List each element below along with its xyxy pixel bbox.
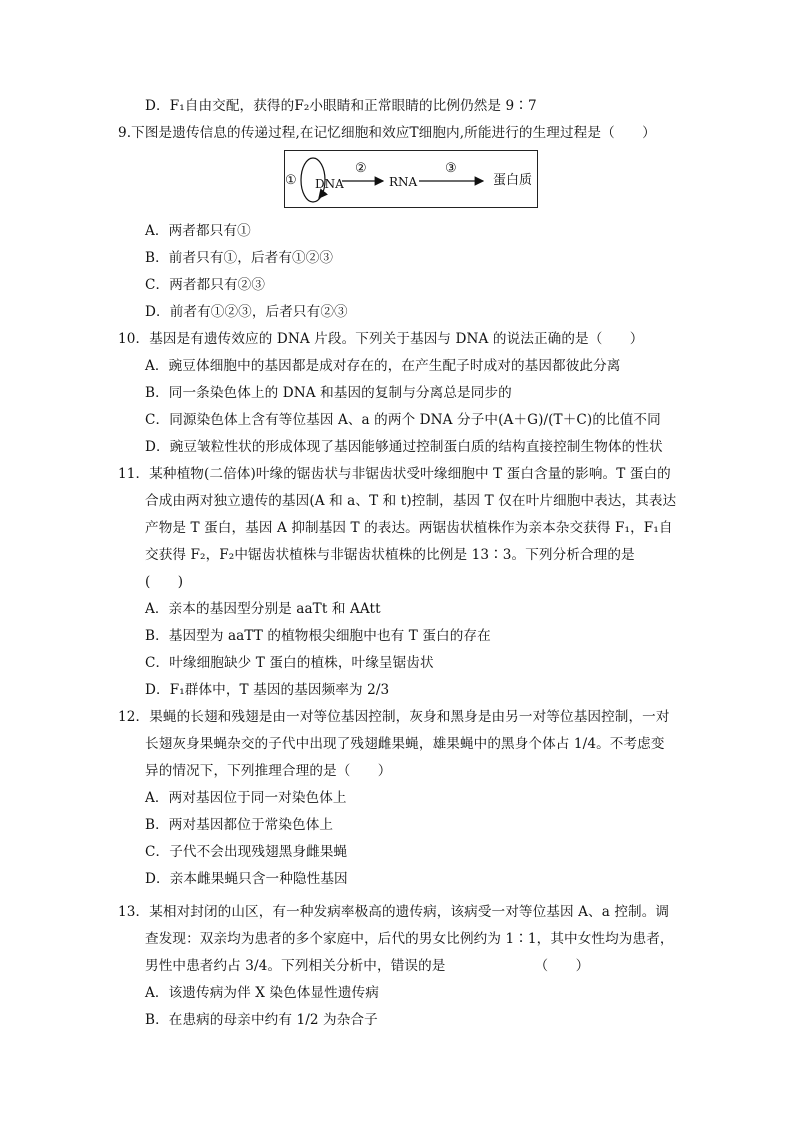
q12-option-b: B．两对基因都位于常染色体上	[145, 817, 334, 833]
q10-option-d: D．豌豆皱粒性状的形成体现了基因能够通过控制蛋白质的结构直接控制生物体的性状	[145, 439, 663, 455]
q8-option-d: D．F₁自由交配，获得的F₂小眼睛和正常眼睛的比例仍然是 9∶7	[145, 98, 537, 114]
q13-option-b: B．在患病的母亲中约有 1/2 为杂合子	[145, 1012, 378, 1028]
question-10: 10．基因是有遗传效应的 DNA 片段。下列关于基因与 DNA 的说法正确的是（ ）	[118, 331, 644, 347]
diagram-label-3: ③	[445, 161, 457, 176]
q11-option-c: C．叶缘细胞缺少 T 蛋白的植株，叶缘呈锯齿状	[145, 655, 434, 671]
question-13-line-3: 男性中患者约占 3/4。下列相关分析中，错误的是 （ ）	[145, 958, 590, 974]
question-11-line-4: 交获得 F₂，F₂中锯齿状植株与非锯齿状植株的比例是 13∶3。下列分析合理的是	[145, 547, 635, 563]
question-13-line-2: 查发现：双亲均为患者的多个家庭中，后代的男女比例约为 1∶1，其中女性均为患者，	[145, 931, 674, 947]
question-12: 12．果蝇的长翅和残翅是由一对等位基因控制，灰身和黑身是由另一对等位基因控制，一对	[118, 709, 670, 725]
q10-option-a: A．豌豆体细胞中的基因都是成对存在的，在产生配子时成对的基因都彼此分离	[145, 358, 621, 374]
question-13: 13．某相对封闭的山区，有一种发病率极高的遗传病，该病受一对等位基因 A、a 控制。调	[118, 904, 670, 920]
q11-option-a: A．亲本的基因型分别是 aaTt 和 AAtt	[145, 601, 381, 617]
question-9: 9.下图是遗传信息的传递过程,在记忆细胞和效应T细胞内,所能进行的生理过程是（ ）	[118, 125, 656, 141]
q9-option-a: A．两者都只有①	[145, 223, 251, 239]
q11-option-d: D．F₁群体中，T 基因的基因频率为 2/3	[145, 682, 390, 698]
q9-option-b: B．前者只有①，后者有①②③	[145, 250, 334, 266]
question-11-line-2: 合成由两对独立遗传的基因(A 和 a、T 和 t)控制，基因 T 仅在叶片细胞中表达，其表达	[145, 493, 677, 509]
diagram-label-1: ①	[285, 173, 297, 188]
q10-option-c: C．同源染色体上含有等位基因 A、a 的两个 DNA 分子中(A＋G)/(T＋C)的比值不同	[145, 412, 661, 428]
q9-option-d: D．前者有①②③，后者只有②③	[145, 304, 348, 320]
genetic-info-diagram	[284, 150, 538, 208]
q12-option-c: C．子代不会出现残翅黑身雌果蝇	[145, 844, 348, 860]
question-11: 11．某种植物(二倍体)叶缘的锯齿状与非锯齿状受叶缘细胞中 T 蛋白含量的影响。T 蛋白的	[118, 466, 671, 482]
q12-option-a: A．两对基因位于同一对染色体上	[145, 790, 347, 806]
diagram-label-2: ②	[355, 161, 367, 176]
diagram-dna: DNA	[315, 177, 344, 191]
diagram-protein: 蛋白质	[493, 173, 533, 188]
q11-option-b: B．基因型为 aaTT 的植物根尖细胞中也有 T 蛋白的存在	[145, 628, 491, 644]
q10-option-b: B．同一条染色体上的 DNA 和基因的复制与分离总是同步的	[145, 385, 512, 401]
q13-option-a: A．该遗传病为伴 X 染色体显性遗传病	[145, 985, 379, 1001]
question-11-line-3: 产物是 T 蛋白，基因 A 抑制基因 T 的表达。两锯齿状植株作为亲本杂交获得 F₁，F₁自	[145, 520, 673, 536]
q9-option-c: C．两者都只有②③	[145, 277, 266, 293]
q12-option-d: D．亲本雌果蝇只含一种隐性基因	[145, 871, 348, 887]
question-12-line-2: 长翅灰身果蝇杂交的子代中出现了残翅雌果蝇，雄果蝇中的黑身个体占 1/4。不考虑变	[145, 736, 665, 752]
diagram-rna: RNA	[389, 175, 418, 189]
question-11-line-5: ( )	[145, 574, 184, 590]
question-12-line-3: 异的情况下，下列推理合理的是（ ）	[145, 763, 392, 779]
